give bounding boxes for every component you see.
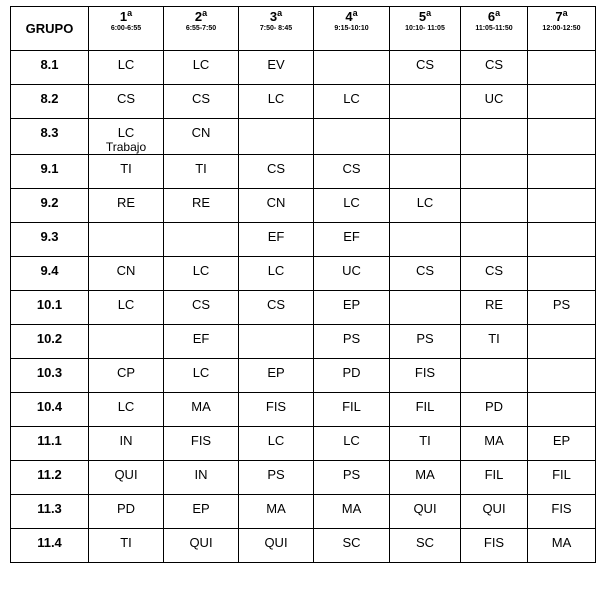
period-time: 11:05-11:50: [475, 25, 513, 32]
subject-cell: [89, 359, 164, 393]
subject-cell: [314, 223, 390, 257]
subject-code: LC: [343, 91, 360, 106]
period-time: 12:00-12:50: [542, 25, 581, 32]
subject-cell: [461, 495, 528, 529]
group-label: 10.3: [11, 359, 89, 393]
subject-cell: [314, 393, 390, 427]
subject-cell: [239, 359, 314, 393]
subject-cell: [89, 495, 164, 529]
subject-cell: [461, 51, 528, 85]
subject-cell: [390, 495, 461, 529]
table-row: [11, 291, 596, 325]
subject-cell: [461, 325, 528, 359]
subject-cell: [164, 461, 239, 495]
table-row: [11, 529, 596, 563]
table-row: [11, 461, 596, 495]
group-label: 8.3: [11, 119, 89, 155]
subject-code: PS: [416, 331, 434, 346]
subject-code: MA: [191, 399, 211, 414]
subject-code: FIL: [484, 467, 504, 482]
subject-code: FIS: [190, 433, 212, 448]
subject-code: CP: [116, 365, 136, 380]
group-label: 9.4: [11, 257, 89, 291]
subject-cell: [528, 495, 596, 529]
subject-code: UC: [342, 263, 361, 278]
subject-cell: [314, 155, 390, 189]
subject-cell: [314, 529, 390, 563]
subject-cell: [239, 529, 314, 563]
subject-code: IN: [194, 467, 208, 482]
subject-code: EF: [267, 229, 285, 244]
table-row: [11, 51, 596, 85]
subject-cell: [314, 291, 390, 325]
subject-cell: [461, 85, 528, 119]
subject-cell: [164, 291, 239, 325]
subject-cell: [89, 529, 164, 563]
subject-cell: [89, 257, 164, 291]
subject-cell: [314, 51, 390, 85]
subject-code: IN: [119, 433, 133, 448]
subject-cell: [461, 155, 528, 189]
subject-code: TI: [120, 161, 132, 176]
subject-code: EV: [267, 57, 285, 72]
subject-cell: [239, 223, 314, 257]
subject-cell: [89, 393, 164, 427]
subject-code: CN: [116, 263, 136, 278]
subject-code: LC: [117, 125, 135, 140]
subject-cell: [164, 155, 239, 189]
subject-code: QUI: [264, 535, 288, 550]
subject-cell: [390, 155, 461, 189]
table-row: [11, 85, 596, 119]
subject-cell: [314, 495, 390, 529]
subject-code: TI: [488, 331, 500, 346]
group-label: 8.2: [11, 85, 89, 119]
subject-code: LC: [343, 195, 360, 210]
table-row: [11, 427, 596, 461]
subject-cell: [89, 291, 164, 325]
subject-cell: [528, 51, 596, 85]
subject-cell: [89, 119, 164, 155]
subject-note: Trabajo: [105, 140, 147, 154]
subject-cell: [390, 189, 461, 223]
subject-cell: [390, 85, 461, 119]
subject-cell: [528, 325, 596, 359]
period-header: 5$^a$ 10:10- 11:05: [390, 7, 461, 51]
subject-cell: [390, 51, 461, 85]
subject-cell: [164, 189, 239, 223]
table-row: [11, 257, 596, 291]
subject-code: RE: [191, 195, 211, 210]
schedule-table: [10, 6, 596, 563]
subject-code: QUI: [482, 501, 506, 516]
subject-code: EP: [342, 297, 361, 312]
table-row: [11, 119, 596, 155]
subject-cell: [390, 325, 461, 359]
subject-code: TI: [195, 161, 207, 176]
table-row: [11, 223, 596, 257]
subject-cell: [89, 189, 164, 223]
subject-cell: [164, 85, 239, 119]
subject-cell: [89, 85, 164, 119]
subject-code: CS: [484, 57, 504, 72]
table-row: [11, 495, 596, 529]
subject-cell: [528, 189, 596, 223]
subject-code: RE: [116, 195, 136, 210]
subject-cell: [164, 257, 239, 291]
subject-code: FIL: [415, 399, 435, 414]
subject-code: LC: [192, 365, 210, 380]
subject-cell: [461, 393, 528, 427]
subject-cell: [528, 223, 596, 257]
subject-cell: [314, 189, 390, 223]
subject-cell: [314, 85, 390, 119]
subject-cell: [164, 51, 239, 85]
subject-code: PD: [342, 365, 361, 380]
subject-cell: [89, 223, 164, 257]
period-time: 9:15-10:10: [334, 25, 369, 32]
subject-cell: [164, 223, 239, 257]
subject-code: FIS: [265, 399, 287, 414]
subject-code: CS: [266, 297, 286, 312]
subject-cell: [461, 223, 528, 257]
period-header: 7$^a$ 12:00-12:50: [528, 7, 596, 51]
subject-cell: [528, 257, 596, 291]
subject-code: LC: [117, 399, 135, 414]
subject-cell: [239, 85, 314, 119]
subject-code: TI: [120, 535, 132, 550]
subject-code: UC: [484, 91, 504, 106]
subject-cell: [528, 119, 596, 155]
subject-cell: [528, 427, 596, 461]
header-row: [11, 7, 596, 51]
subject-cell: [528, 393, 596, 427]
subject-cell: [164, 495, 239, 529]
group-label: 9.1: [11, 155, 89, 189]
subject-code: MA: [551, 535, 572, 550]
subject-code: MA: [415, 467, 435, 482]
period-header: 2$^a$ 6:55-7:50: [164, 7, 239, 51]
subject-code: FIS: [551, 501, 572, 516]
subject-cell: [390, 119, 461, 155]
subject-code: CS: [116, 91, 136, 106]
grupo-header: GRUPO: [11, 7, 89, 51]
subject-cell: [461, 427, 528, 461]
subject-code: LC: [267, 91, 285, 106]
subject-cell: [239, 495, 314, 529]
subject-code: FIL: [342, 399, 361, 414]
subject-code: EF: [343, 229, 360, 244]
subject-code: MA: [266, 501, 286, 516]
period-time: 6:00-6:55: [110, 25, 142, 32]
subject-code: TI: [419, 433, 431, 448]
schedule-body: [11, 51, 596, 563]
subject-cell: [461, 189, 528, 223]
subject-cell: [390, 291, 461, 325]
subject-cell: [239, 119, 314, 155]
subject-cell: [239, 189, 314, 223]
subject-cell: [390, 393, 461, 427]
subject-cell: [390, 427, 461, 461]
subject-cell: [314, 325, 390, 359]
group-label: 9.2: [11, 189, 89, 223]
subject-code: LC: [192, 57, 210, 72]
subject-cell: [89, 325, 164, 359]
subject-cell: [239, 393, 314, 427]
subject-cell: [314, 427, 390, 461]
period-time: 7:50- 8:45: [259, 25, 293, 32]
subject-cell: [461, 359, 528, 393]
subject-code: LC: [267, 433, 285, 448]
subject-code: PS: [267, 467, 285, 482]
subject-code: CS: [342, 161, 361, 176]
subject-code: LC: [416, 195, 434, 210]
subject-cell: [314, 359, 390, 393]
subject-cell: [390, 223, 461, 257]
table-row: [11, 359, 596, 393]
period-header: 4$^a$ 9:15-10:10: [314, 7, 390, 51]
subject-cell: [89, 51, 164, 85]
subject-cell: [239, 427, 314, 461]
subject-cell: [239, 155, 314, 189]
period-time: 6:55-7:50: [185, 25, 217, 32]
group-label: 10.2: [11, 325, 89, 359]
subject-cell: [314, 257, 390, 291]
subject-cell: [528, 461, 596, 495]
period-time: 10:10- 11:05: [405, 25, 445, 32]
subject-code: FIS: [483, 535, 505, 550]
subject-cell: [390, 461, 461, 495]
subject-code: PS: [342, 331, 361, 346]
group-label: 11.1: [11, 427, 89, 461]
subject-cell: [528, 359, 596, 393]
subject-code: EF: [192, 331, 210, 346]
subject-cell: [528, 85, 596, 119]
subject-code: EP: [267, 365, 285, 380]
subject-code: QUI: [114, 467, 138, 482]
subject-code: PD: [484, 399, 504, 414]
subject-code: MA: [484, 433, 504, 448]
subject-cell: [528, 529, 596, 563]
subject-code: SC: [342, 535, 361, 550]
group-label: 8.1: [11, 51, 89, 85]
subject-code: LC: [343, 433, 360, 448]
subject-cell: [239, 51, 314, 85]
table-row: [11, 189, 596, 223]
subject-code: RE: [484, 297, 504, 312]
subject-code: EP: [192, 501, 210, 516]
subject-code: CS: [191, 91, 211, 106]
subject-cell: [314, 461, 390, 495]
subject-code: LC: [192, 263, 210, 278]
subject-cell: [461, 461, 528, 495]
subject-code: PS: [552, 297, 571, 312]
subject-cell: [528, 291, 596, 325]
subject-cell: [528, 155, 596, 189]
subject-cell: [239, 325, 314, 359]
subject-cell: [314, 119, 390, 155]
group-label: 11.3: [11, 495, 89, 529]
subject-cell: [461, 119, 528, 155]
subject-code: EP: [552, 433, 571, 448]
subject-cell: [390, 529, 461, 563]
subject-code: QUI: [189, 535, 213, 550]
subject-cell: [461, 257, 528, 291]
subject-code: LC: [117, 57, 135, 72]
subject-cell: [239, 461, 314, 495]
subject-code: FIS: [414, 365, 436, 380]
period-header: 1$^a$ 6:00-6:55: [89, 7, 164, 51]
subject-code: PS: [342, 467, 361, 482]
subject-code: CS: [415, 57, 435, 72]
table-row: [11, 393, 596, 427]
subject-code: PD: [116, 501, 136, 516]
subject-cell: [89, 461, 164, 495]
subject-code: LC: [117, 297, 135, 312]
subject-code: CS: [415, 263, 435, 278]
subject-cell: [239, 291, 314, 325]
group-label: 11.2: [11, 461, 89, 495]
subject-cell: [461, 529, 528, 563]
subject-cell: [390, 257, 461, 291]
subject-cell: [239, 257, 314, 291]
group-label: 9.3: [11, 223, 89, 257]
subject-cell: [164, 529, 239, 563]
group-label: 11.4: [11, 529, 89, 563]
subject-code: SC: [415, 535, 435, 550]
period-header: 6$^a$ 11:05-11:50: [461, 7, 528, 51]
subject-cell: [164, 427, 239, 461]
subject-cell: [89, 427, 164, 461]
subject-code: CN: [191, 125, 211, 140]
subject-code: CS: [191, 297, 211, 312]
subject-code: CS: [266, 161, 286, 176]
subject-cell: [164, 359, 239, 393]
subject-code: FIL: [552, 467, 571, 482]
subject-cell: [89, 155, 164, 189]
subject-code: CN: [266, 195, 286, 210]
subject-code: LC: [267, 263, 285, 278]
table-row: [11, 325, 596, 359]
subject-cell: [164, 119, 239, 155]
group-label: 10.4: [11, 393, 89, 427]
subject-cell: [164, 393, 239, 427]
group-label: 10.1: [11, 291, 89, 325]
subject-cell: [461, 291, 528, 325]
subject-code: MA: [341, 501, 362, 516]
subject-code: CS: [484, 263, 504, 278]
subject-cell: [164, 325, 239, 359]
subject-cell: [390, 359, 461, 393]
subject-code: QUI: [413, 501, 437, 516]
period-header: 3$^a$ 7:50- 8:45: [239, 7, 314, 51]
table-row: [11, 155, 596, 189]
